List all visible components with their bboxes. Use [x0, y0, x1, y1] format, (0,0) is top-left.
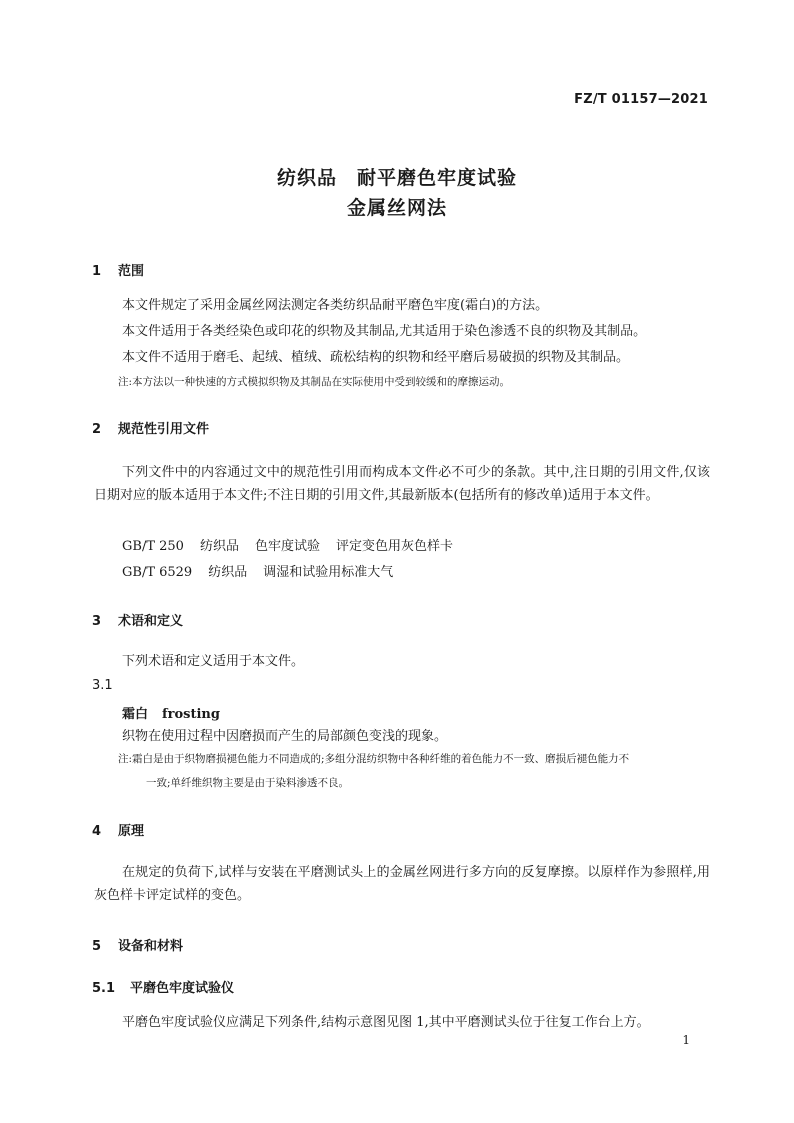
- reference-title-part: 纺织品: [199, 539, 239, 554]
- term-number: 3.1: [92, 678, 113, 693]
- reference-title-part: 色牢度试验: [254, 539, 320, 554]
- term-note: [118, 747, 714, 795]
- section-1-heading: [92, 260, 144, 279]
- subsection-5-1-heading: [92, 977, 234, 996]
- terms-intro-paragraph: 下列术语和定义适用于本文件。: [122, 654, 305, 669]
- scope-paragraph-1: 本文件规定了采用金属丝网法测定各类纺织品耐平磨色牢度(霜白)的方法。: [122, 298, 549, 313]
- section-number: 3: [92, 614, 102, 629]
- section-title: 原理: [118, 824, 145, 839]
- section-5-heading: [92, 935, 183, 954]
- reference-item: [122, 535, 453, 558]
- term-chinese: 霜白: [122, 707, 149, 722]
- principle-paragraph: 在规定的负荷下,试样与安装在平磨测试头上的金属丝网进行多方向的反复摩擦。以原样作为参照样,用灰色样卡评定试样的变色。: [94, 865, 710, 903]
- document-title: 纺织品 耐平磨色牢度试验: [276, 167, 517, 189]
- section-number: 5: [92, 939, 102, 954]
- scope-note: 注:本方法以一种快速的方式模拟织物及其制品在实际使用中受到较缓和的摩擦运动。: [118, 376, 511, 388]
- scope-paragraph-3: 本文件不适用于磨毛、起绒、植绒、疏松结构的织物和经平磨后易破损的织物及其制品。: [122, 350, 630, 365]
- equipment-paragraph: 平磨色牢度试验仪应满足下列条件,结构示意图见图 1,其中平磨测试头位于往复工作台上方。: [122, 1015, 650, 1030]
- scope-paragraph-2: 本文件适用于各类经染色或印花的织物及其制品,尤其适用于染色渗透不良的织物及其制品。: [122, 324, 647, 339]
- section-title: 范围: [118, 264, 145, 279]
- section-2-heading: [92, 418, 209, 437]
- standard-code: FZ/T 01157—2021: [574, 92, 708, 107]
- term-heading: [122, 703, 220, 722]
- subsection-number: 5.1: [92, 981, 116, 996]
- section-number: 1: [92, 264, 102, 279]
- normative-references-paragraph: 下列文件中的内容通过文中的规范性引用而构成本文件必不可少的条款。其中,注日期的引用文件,仅该日期对应的版本适用于本文件;不注日期的引用文件,其最新版本(包括所有的修改单)适用于本文件。: [94, 465, 710, 503]
- reference-title-part: 纺织品: [208, 565, 248, 580]
- section-title: 设备和材料: [118, 939, 184, 954]
- term-note-line-2: 一致;单纤维织物主要是由于染料渗透不良。: [146, 777, 350, 789]
- reference-code: GB/T 6529: [122, 565, 193, 580]
- reference-item: [122, 561, 393, 584]
- term-english: frosting: [162, 707, 220, 722]
- document-subtitle: 金属丝网法: [346, 197, 447, 219]
- section-title: 规范性引用文件: [118, 422, 210, 437]
- reference-title-part: 调湿和试验用标准大气: [263, 565, 394, 580]
- term-note-line-1: 注:霜白是由于织物磨损褪色能力不同造成的;多组分混纺织物中各种纤维的着色能力不一致、磨损后褪色能力不: [118, 753, 630, 765]
- section-4-heading: [92, 820, 144, 839]
- section-title: 术语和定义: [118, 614, 184, 629]
- reference-title-part: 评定变色用灰色样卡: [335, 539, 453, 554]
- section-number: 4: [92, 824, 102, 839]
- page-number: 1: [682, 1033, 690, 1047]
- reference-code: GB/T 250: [122, 539, 184, 554]
- subsection-title: 平磨色牢度试验仪: [130, 981, 235, 996]
- term-definition: 织物在使用过程中因磨损而产生的局部颜色变浅的现象。: [122, 729, 448, 744]
- section-3-heading: [92, 610, 183, 629]
- section-number: 2: [92, 422, 102, 437]
